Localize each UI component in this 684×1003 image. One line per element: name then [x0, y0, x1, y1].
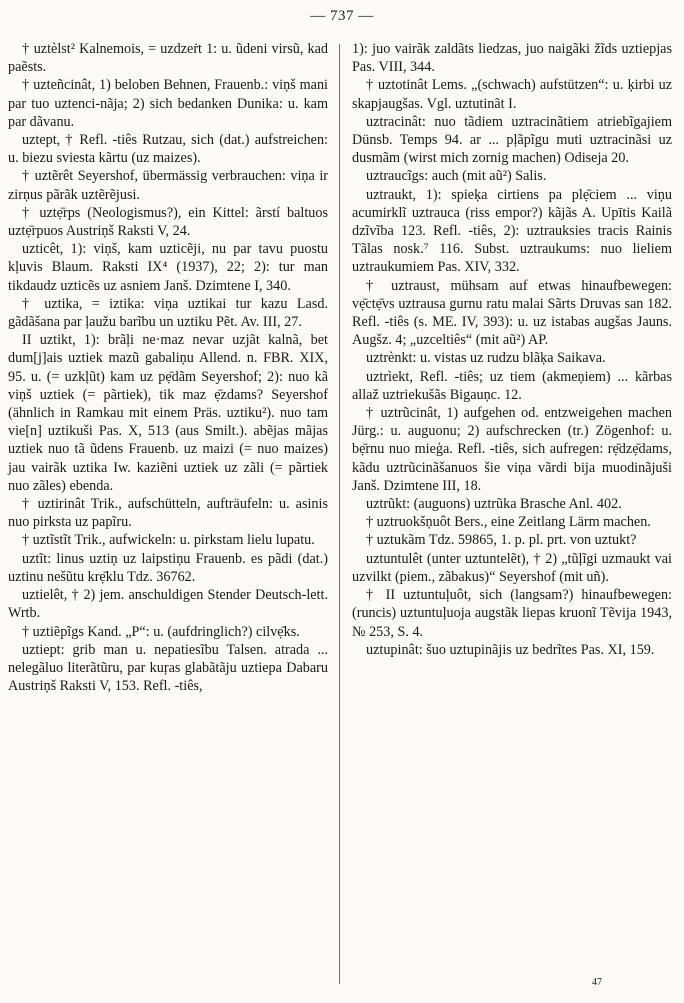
dictionary-entry: † uztirinât Trik., aufschütteln, aufträufeln: u. asinis nuo pirksta uz papĩru. — [8, 496, 328, 531]
dictionary-entry: uztraukt, 1): spieķa cirtiens pa plẹ̄ciem ... viņu acumirklĩ uztrauca (riss empor?) kãjãs A. Upītis Kailã dzĩvĩba 123. Refl. -tiês, 2): uztrauksies tracis Rainis Tãlas nosk.⁷ 116. Subst. uztraukums: nuo lieliem uztraukumiem Pas. XIV, 332. — [352, 186, 672, 276]
dictionary-entry: uztielêt, † 2) jem. anschuldigen Stender Deutsch-lett. Wrtb. — [8, 587, 328, 622]
right-column — [352, 40, 672, 659]
dictionary-entry: † uztiẽpĩgs Kand. „P“: u. (aufdringlich?) cilvẹ̄ks. — [22, 623, 300, 640]
dictionary-entry: uztupinât: šuo uztupinãjis uz bedrĩtes Pas. XI, 159. — [366, 641, 655, 658]
dictionary-entry: II uztikt, 1): brãļi ne·maz nevar uzjãt kalnã, bet dum[j]ais uztiek mazũ gabaliņu Allend. n. FBR. XIX, 95. u. (= uzkļũt) kam uz pẹ̄dãm Seyershof; 2): nuo kã viņš uztiek (= pãrtiek), tik maz ẹ̄zdams? Seyershof (ähnlich in Ramkau mit einem Präs. uztiku²). nuo tam vie[n] uztikuši Pas. X, 513 (aus Smilt.). abẽjas mãjas uztiek nuo tã ũdens Frauenb. uz maizi (= nuo maizes) jau vairãk uztika Iw. kaziẽni uztiek uz zãli (= pãrtiek nuo zãles) ebenda. — [8, 332, 328, 494]
dictionary-entry: † uztukãm Tdz. 59865, 1. p. pl. prt. von uztukt? — [366, 532, 637, 549]
dictionary-entry: † uztẽrêt Seyershof, übermässig verbrauchen: viņa ir zirņus pãrãk uztẽrẽjusi. — [8, 168, 328, 203]
column-divider — [339, 44, 340, 984]
dictionary-entry: † uztruokšņuôt Bers., eine Zeitlang Lärm machen. — [366, 514, 651, 531]
dictionary-entry: uzticêt, 1): viņš, kam uzticẽji, nu par tavu puostu kļuvis Blaum. Raksti IX⁴ (1937), 22; 2): tur man tikdaudz uzticẽs uz asniem Janš. Dzimtene I, 340. — [8, 241, 328, 294]
dictionary-entry: † II uztuntuļuôt, sich (langsam?) hinaufbewegen: (runcis) uztuntuļuoja augstãk liepas kruonĩ Tẽvija 1943, № 253, S. 4. — [352, 587, 672, 640]
dictionary-entry: uztuntulêt (unter uztuntelẽt), † 2) „tũļĩgi uzmaukt vai uzvilkt (piem., zãbakus)“ Seyershof (mit uñ). — [352, 550, 672, 585]
dictionary-entry: † uztĩstĩt Trik., aufwickeln: u. pirkstam lielu lupatu. — [22, 532, 315, 549]
dictionary-entry: uztiept: grib man u. nepatiesĩbu Talsen. atrada ... nelegãluo literãtũru, par kuŗas glabãtãju uztiepa Dabaru Austriņš Raksti V, 153. Refl. -tiês, — [8, 641, 328, 695]
dictionary-entry: uztĩt: linus uztiņ uz laipstiņu Frauenb. es pãdi (dat.) uztinu nešũtu krẹ̄klu Tdz. 36762. — [8, 550, 328, 585]
page-number: — 737 — — [310, 8, 374, 24]
dictionary-entry: † uztika, = iztika: viņa uztikai tur kazu Lasd. gãdãšana par ļaužu barĩbu un uztiku Pẽt. Av. III, 27. — [8, 295, 328, 331]
dictionary-entry: † uztẹ̄rps (Neologismus?), ein Kittel: ãrstí baltuos uztẹ̄rpuos Austriņš Raksti V, 24. — [8, 204, 328, 240]
dictionary-entry: uztracinât: nuo tãdiem uztracinãtiem atriebĩgajiem Dünsb. Temps 94. ar ... pļãpĩgu muti uztracinãsi uz dusmãm (wirst mich zornig machen) Odiseja 20. — [352, 113, 672, 167]
dictionary-entry: † uztraust, mühsam auf etwas hinaufbewegen: vẹ̄ctẹ̄vs uztrausa gurnu ratu malai Sãrts Druvas san 182. Refl. -tiês (s. ME. IV, 393): u. uz istabas augšas Jauns. Augšz. 4; „uzceltiês“ (mit aũ²) AP. — [352, 277, 672, 349]
dictionary-entry: uztept, † Refl. -tiês Rutzau, sich (dat.) aufstreichen: u. biezu sviesta kãrtu (uz maizes). — [8, 132, 328, 167]
dictionary-entry: uztraucĩgs: auch (mit aũ²) Salis. — [366, 168, 547, 185]
dictionary-entry-continuation: 1): juo vairãk zaldãts liedzas, juo naigãki žĩds uztiepjas Pas. VIII, 344. — [352, 41, 672, 76]
dictionary-entry: † uztrũcinât, 1) aufgehen od. entzweigehen machen Jürg.: u. auguonu; 2) aufschrecken (tr.) Zögenhof: u. bẹ̄rnu nuo mieģa. Refl. -tiês, sich aufregen: rẹ̄dzẹ̄dams, kãdu uztrũcinãšanuos šie viņa vãrdi bija muodinãjuši Janš. Dzimtene III, 18. — [352, 405, 672, 494]
dictionary-entry: uztrènkt: u. vistas uz rudzu blãķa Saikava. — [366, 350, 606, 367]
dictionary-entry: † uzteñcinât, 1) beloben Behnen, Frauenb.: viņš mani par tuo uztenci-nãja; 2) sich bedanken Dunika: u. kam par dãvanu. — [8, 77, 328, 130]
dictionary-entry: uztrũkt: (auguons) uztrũka Brasche Anl. 402. — [366, 496, 622, 513]
left-column — [8, 40, 328, 695]
dictionary-entry: † uztotinât Lems. „(schwach) aufstützen“: u. ķirbi uz skapjaugšas. Vgl. uztutinãt I. — [352, 77, 672, 112]
dictionary-entry: † uztèlst² Kalnemois, = uzdzeṙt 1: u. ũdeni virsũ, kad paẽsts. — [8, 41, 328, 76]
dictionary-entry: uztrìekt, Refl. -tiês; uz tiem (akmeņiem) ... kãrbas allaž uztriekušãs Bigauņc. 12. — [352, 368, 672, 403]
signature-mark: 47 — [592, 977, 602, 988]
